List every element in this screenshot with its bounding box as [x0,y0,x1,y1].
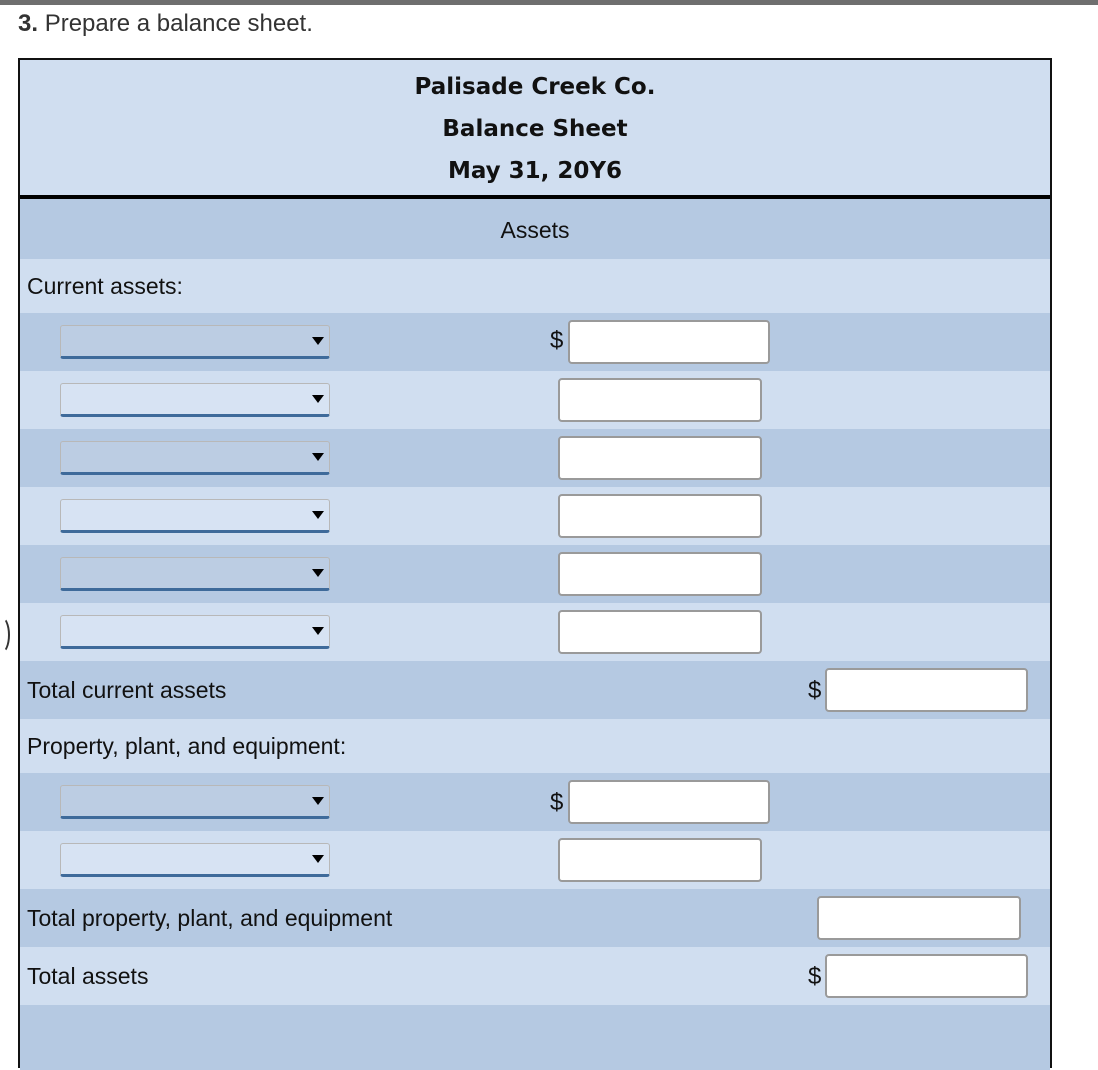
current-asset-1-dropdown[interactable] [60,325,330,359]
current-asset-2-amount[interactable] [558,378,762,422]
chevron-down-icon [312,395,324,403]
company-name: Palisade Creek Co. [414,74,656,100]
ppe-row-2 [20,831,1050,889]
current-assets-heading-row [20,259,1050,313]
statement-header [20,60,1050,199]
current-asset-row-1 [20,313,1050,371]
current-asset-4-dropdown[interactable] [60,499,330,533]
total-current-assets-amount[interactable] [825,668,1028,712]
chevron-down-icon [312,627,324,635]
current-asset-row-5 [20,545,1050,603]
ppe-label: Property, plant, and equipment: [27,733,347,759]
statement-date: May 31, 20Y6 [447,158,623,184]
dollar-sign: $ [550,327,564,354]
total-assets-amount[interactable] [825,954,1028,998]
current-asset-4-amount[interactable] [558,494,762,538]
chevron-down-icon [312,569,324,577]
ppe-2-dropdown[interactable] [60,843,330,877]
current-asset-3-amount[interactable] [558,436,762,480]
assets-title: Assets [500,217,570,243]
chevron-down-icon [312,511,324,519]
dollar-sign: $ [550,789,564,816]
dollar-sign: $ [808,963,822,990]
blank-row [20,1005,1050,1070]
current-asset-2-dropdown[interactable] [60,383,330,417]
total-current-assets-row [20,661,1050,719]
current-asset-row-6 [20,603,1050,661]
total-assets-row [20,947,1050,1005]
statement-title: Balance Sheet [442,116,628,142]
total-current-assets-label: Total current assets [27,677,227,703]
current-asset-6-amount[interactable] [558,610,762,654]
current-asset-1-amount[interactable] [568,320,770,364]
balance-sheet-form [18,58,1052,1068]
current-asset-3-dropdown[interactable] [60,441,330,475]
chevron-down-icon [312,797,324,805]
question-number: 3. [18,10,39,37]
edge-mark [0,616,10,654]
current-asset-6-dropdown[interactable] [60,615,330,649]
current-assets-label: Current assets: [27,273,183,299]
ppe-heading-row [20,719,1050,773]
question-text: Prepare a balance sheet. [44,10,313,37]
total-assets-label: Total assets [27,963,149,989]
total-ppe-amount[interactable] [817,896,1021,940]
ppe-row-1 [20,773,1050,831]
assets-title-row [20,201,1050,259]
chevron-down-icon [312,337,324,345]
dollar-sign: $ [808,677,822,704]
ppe-2-amount[interactable] [558,838,762,882]
ppe-1-dropdown[interactable] [60,785,330,819]
top-border [0,0,1098,5]
current-asset-5-dropdown[interactable] [60,557,330,591]
total-ppe-row [20,889,1050,947]
current-asset-row-3 [20,429,1050,487]
chevron-down-icon [312,855,324,863]
current-asset-row-4 [20,487,1050,545]
question-heading [18,10,313,38]
current-asset-5-amount[interactable] [558,552,762,596]
current-asset-row-2 [20,371,1050,429]
chevron-down-icon [312,453,324,461]
total-ppe-label: Total property, plant, and equipment [27,905,393,931]
ppe-1-amount[interactable] [568,780,770,824]
